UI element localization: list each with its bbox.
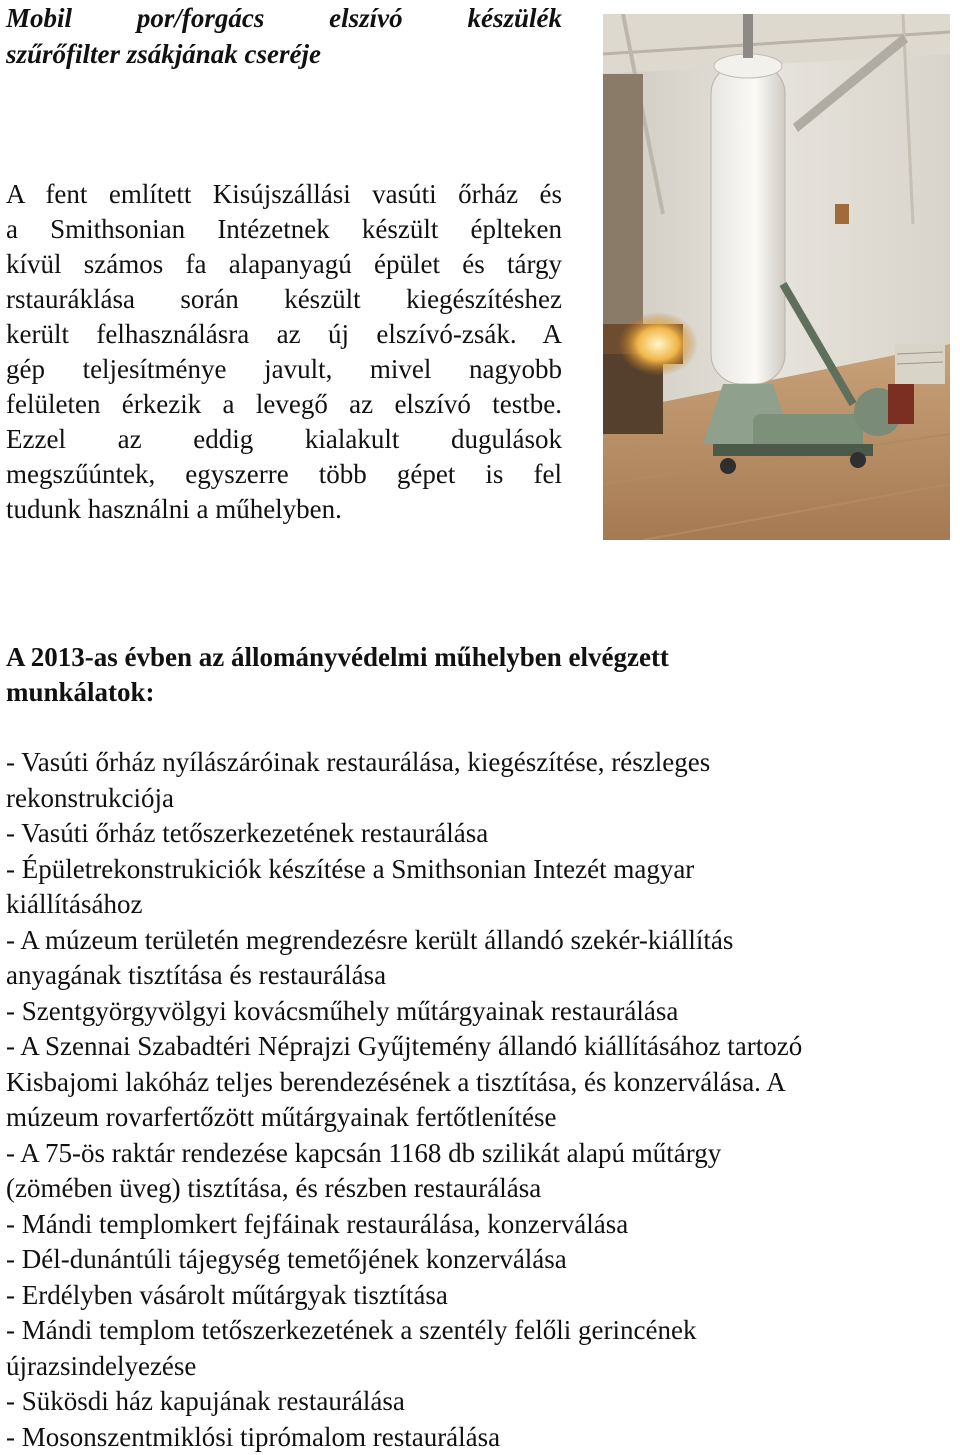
work-heading [6,640,946,710]
work-list-line: - Szentgyörgyvölgyi kovácsműhely műtárgyainak restaurálása [6,994,951,1030]
work-list-line: - Épületrekonstrukiciók készítése a Smithsonian Intezét magyar [6,852,951,888]
intro-line: felületen érkezik a levegő az elszívó testbe. [6,387,562,422]
intro-line: tudunk használni a műhelyben. [6,492,562,527]
intro-line: került felhasználásra az új elszívó-zsák. A [6,317,562,352]
intro-line: Ezzel az eddig kialakult dugulások [6,422,562,457]
intro-line: gép teljesítménye javult, mivel nagyobb [6,352,562,387]
work-list-line: anyagának tisztítása és restaurálása [6,958,951,994]
work-list-line: - Vasúti őrház tetőszerkezetének restaurálása [6,816,951,852]
work-heading-line: munkálatok: [6,675,946,710]
intro-line: megszűúntek, egyszerre több gépet is fel [6,457,562,492]
work-list-line: újrazsindelyezése [6,1349,951,1385]
work-list-line: - Vasúti őrház nyílászáróinak restaurálása, kiegészítése, részleges [6,745,951,781]
section-title-line: szűrőfilter zsákjának cseréje [6,36,562,72]
work-list-line: - Mándi templomkert fejfáinak restaurálása, konzerválása [6,1207,951,1243]
intro-line: rstauráklása során készült kiegészítéshez [6,282,562,317]
work-list-line: - Mándi templom tetőszerkezetének a szentély felőli gerincének [6,1313,951,1349]
work-list-line: - Dél-dunántúli tájegység temetőjének konzerválása [6,1242,951,1278]
section-title [6,0,562,72]
intro-line: A fent említett Kisújszállási vasúti őrház és [6,177,562,212]
work-list-line: - Sükösdi ház kapujának restaurálása [6,1384,951,1420]
work-list-line: - A Szennai Szabadtéri Néprajzi Gyűjtemény állandó kiállításához tartozó [6,1029,951,1065]
work-list-line: rekonstrukciója [6,781,951,817]
work-list-line: - A 75-ös raktár rendezése kapcsán 1168 db szilikát alapú műtárgy [6,1136,951,1172]
work-list-line: (zömében üveg) tisztítása, és részben restaurálása [6,1171,951,1207]
work-list-line: - Mosonszentmiklósi tiprómalom restaurálása [6,1420,951,1455]
work-list-line: kiállításához [6,887,951,923]
work-list-line: Kisbajomi lakóház teljes berendezésének a tisztítása, és konzerválása. A [6,1065,951,1101]
work-heading-line: A 2013-as évben az állományvédelmi műhelyben elvégzett [6,640,946,675]
work-list-line: - A múzeum területén megrendezésre került állandó szekér-kiállítás [6,923,951,959]
work-list [6,745,951,1455]
intro-line: kívül számos fa alapanyagú épület és tárgy [6,247,562,282]
intro-paragraph [6,177,562,527]
work-list-line: - Erdélyben vásárolt műtárgyak tisztítása [6,1278,951,1314]
section-title-line: Mobil por/forgács elszívó készülék [6,0,562,36]
work-list-line: múzeum rovarfertőzött műtárgyainak fertőtlenítése [6,1100,951,1136]
intro-line: a Smithsonian Intézetnek készült éplteken [6,212,562,247]
dust-extractor-photo [603,14,950,540]
